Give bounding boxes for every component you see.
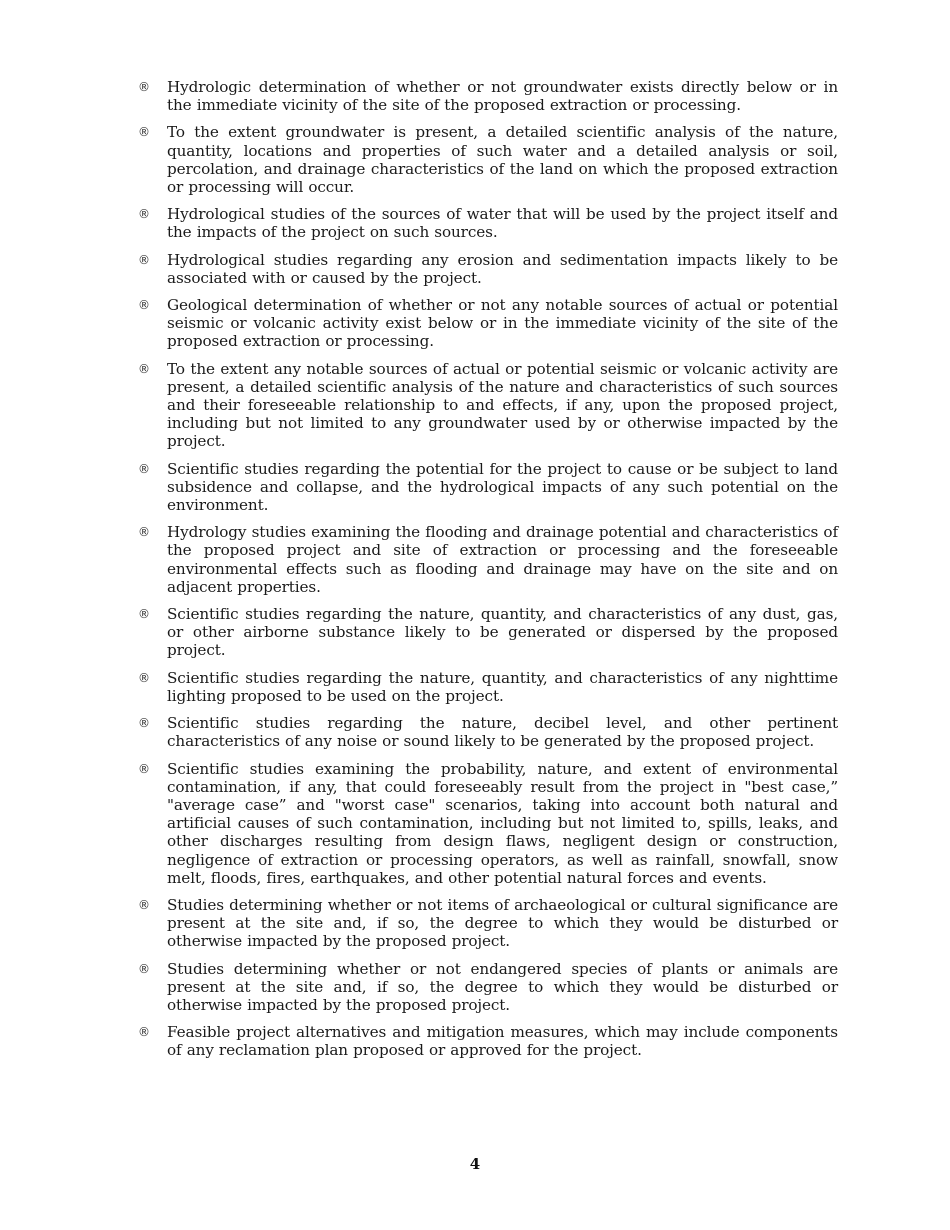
bullet-symbol: ® — [138, 461, 150, 476]
bullet-symbol: ® — [138, 361, 150, 376]
list-item-text: Scientific studies regarding the nature, quantity, and characteristics of any nighttime lighting proposed to be used on the project. — [167, 668, 838, 705]
list-item-text: Scientific studies regarding the nature, quantity, and characteristics of any dust, gas, or other airborne substance likely to be generated or dispersed by the proposed project. — [167, 605, 838, 660]
list-item-text: Studies determining whether or not endangered species of plants or animals are present at the site and, if so, the degree to which they would be disturbed or otherwise impacted by the proposed project. — [167, 959, 838, 1014]
list-item-text: Scientific studies regarding the potential for the project to cause or be subject to land subsidence and collapse, and the hydrological impacts of any such potential on the environment. — [167, 459, 838, 515]
list-item-text: Scientific studies regarding the nature, decibel level, and other pertinent characteristics of any noise or sound likely to be generated by the proposed project. — [167, 714, 838, 751]
bullet-symbol: ® — [138, 897, 150, 912]
list-item — [138, 460, 838, 515]
list-item — [138, 523, 838, 596]
requirements-list — [138, 78, 838, 1069]
list-item-text: To the extent any notable sources of actual or potential seismic or volcanic activity are present, a detailed scientific analysis of the nature and characteristics of such sources and their foreseeable relationship to and effects, if any, upon the proposed project, including but not limited to any groundwater used by or otherwise impacted by the project. — [167, 359, 838, 451]
list-item-text: Hydrological studies regarding any erosion and sedimentation impacts likely to be associated with or caused by the project. — [167, 250, 838, 287]
bullet-symbol: ® — [138, 761, 150, 776]
list-item — [138, 896, 838, 951]
list-item — [138, 605, 838, 660]
bullet-symbol: ® — [138, 1025, 150, 1040]
bullet-symbol: ® — [138, 607, 150, 622]
list-item-text: Studies determining whether or not items of archaeological or cultural significance are present at the site and, if so, the degree to which they would be disturbed or otherwise impacted by the proposed project. — [167, 895, 838, 951]
bullet-symbol: ® — [138, 80, 150, 94]
list-item — [138, 251, 838, 287]
list-item-text: Hydrological studies of the sources of water that will be used by the project itself and the impacts of the project on such sources. — [167, 205, 838, 242]
bullet-symbol: ® — [138, 125, 150, 140]
list-item — [138, 714, 838, 750]
bullet-symbol: ® — [138, 670, 150, 685]
page-number: 4 — [469, 1155, 481, 1173]
list-item — [138, 1023, 838, 1059]
list-item-text: Feasible project alternatives and mitigation measures, which may include components of any reclamation plan proposed or approved for the project. — [167, 1023, 838, 1060]
list-item-text: Geological determination of whether or not any notable sources of actual or potential seismic or volcanic activity exist below or in the immediate vicinity of the site of the proposed extraction or processing. — [167, 296, 838, 351]
list-item — [138, 669, 838, 705]
bullet-symbol: ® — [138, 716, 150, 731]
list-item — [138, 760, 838, 887]
bullet-symbol: ® — [138, 525, 150, 540]
list-item — [138, 205, 838, 241]
list-item-text: Scientific studies examining the probability, nature, and extent of environmental contamination, if any, that could foreseeably result from the project in "best case,” "average case” and "worst case" scenarios, taking into account both natural and artificial causes of such contamination, including but not limited to, spills, leaks, and other discharges resulting from design flaws, negligent design or construction, negligence of extraction or processing operators, as well as rainfall, snowfall, snow melt, floods, fires, earthquakes, and other potential natural forces and events. — [167, 759, 838, 887]
bullet-symbol: ® — [138, 298, 150, 313]
list-item — [138, 360, 838, 451]
list-item — [138, 296, 838, 351]
bullet-symbol: ® — [138, 961, 150, 976]
bullet-symbol: ® — [138, 252, 150, 267]
list-item-text: Hydrologic determination of whether or not groundwater exists directly below or in the immediate vicinity of the site of the proposed extraction or processing. — [167, 78, 838, 115]
list-item-text: To the extent groundwater is present, a detailed scientific analysis of the nature, quantity, locations and properties of such water and a detailed analysis or soil, percolation, and drainage characteristics of the land on which the proposed extraction or processing will occur. — [167, 123, 838, 197]
list-item-text: Hydrology studies examining the flooding and drainage potential and characteristics of the proposed project and site of extraction or processing and the foreseeable environmental effects such as flooding and drainage may have on the site and on adjacent properties. — [167, 523, 838, 596]
list-item — [138, 123, 838, 196]
bullet-symbol: ® — [138, 207, 150, 222]
list-item — [138, 78, 838, 114]
list-item — [138, 960, 838, 1015]
